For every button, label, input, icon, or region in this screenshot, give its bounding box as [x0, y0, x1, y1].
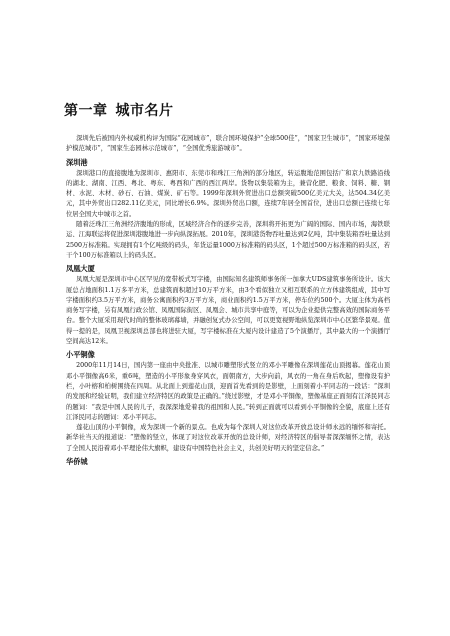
chapter-number: 第一章	[64, 103, 108, 119]
intro-paragraph: 深圳先后被国内外权威机构评为国际“花园城市”，联合国环境保护“全球500佳”，“国家卫生城市”，“国家环境保护模范城市”，“国家生态园林示范城市”，“全国优秀旅游城市”。	[66, 135, 390, 153]
section-heading-port: 深圳港	[66, 157, 88, 167]
chapter-name: 城市名片	[115, 103, 174, 119]
section-paragraph: 深圳港口的直接腹地为深圳市、惠阳市、东莞市和珠江三角洲的部分地区，转运腹地范围包括广和京九铁路沿线的湖北、湖南、江西、粤北、粤东、粤西和广西的西江两岸。货物以集装箱为主，兼营化肥、粮食、饲料、糖、钢材、水泥、木材、砂石、石油、煤炭、矿石等。1999年深圳外贸进出口总额突破500亿美元大关，达504.34亿美元，其中外贸出口282.11亿美元，同比增长6.9%。深圳外贸出口额，连续7年居全国首位，进出口总额已连续七年位居全国大中城市之首。	[66, 169, 390, 218]
section-heading-xiaoping-statue: 小平铜像	[66, 350, 95, 360]
section-paragraph: 随着泛珠江三角洲经济腹地的形成，区域经济合作的逐步完善，深圳将开拓更为广阔的国际、国内市场，海铁联运、江海联运将促进深圳港腹地进一步向纵深拓展。2010年，深圳港货物吞吐量达到2亿吨，其中集装箱吞吐量达到2500万标准箱。实现拥有1个亿吨级的码头，年货运量1000万标准箱的码头区，1个超过500万标准箱的码头区，若干个100万标准箱以上的码头区。	[66, 221, 390, 259]
section-paragraph: 2000年11月14日，国内第一座由中央批准、以城市雕塑形式竖立的邓小平雕像在深圳莲花山顶揭幕。莲花山顶邓小平铜像高6米，重6吨，塑造的小平形象身穿风衣，面朝南方，大步向前，风衣的一角在身后吹起，塑像设有护栏，小叶榕和柏树围绕在四周。从北面上到莲花山顶，迎面首先看到的是影壁，上面刻着小平同志的一段话：“深圳的发展和经验证明，我们建立经济特区的政策是正确的。”绕过影壁，才是邓小平铜像，塑像基座正面刻有江泽民同志的题词：“我是中国人民的儿子，我深深地爱着我的祖国和人民。”转到正面就可以看到小平铜像的全貌，底座上还有江泽民同志的题词：邓小平同志。	[66, 362, 390, 421]
chapter-title	[64, 100, 390, 120]
section-heading-oct: 华侨城	[66, 457, 88, 467]
section-paragraph: 莲花山顶的小平铜像，成为深圳一个新的景点。也成为每个深圳人对这位改革开放总设计师永远的缅怀和寄托。新华社当天的报道说：“塑像的竖立，体现了对这位改革开放的总设计师，对经济特区的倡导者深深缅怀之情，表达了全国人民沿着邓小平理论伟大旗帜，建设有中国特色社会主义，共创美好明天的坚定信念。”	[66, 424, 390, 452]
section-heading-phoenix-tower: 凤凰大厦	[66, 264, 95, 274]
section-paragraph: 凤凰大厦是深圳市中心区罕见的宽带板式写字楼，由国际知名建筑师事务所一加拿大UDS建筑事务所设计。该大厦总占地面积1.1万多平方米，总建筑面积超过10万平方米，由3个看似独立又相互联系的立方体建筑组成，其中写字楼面积约3.5万平方米，商务公寓面积约3万平方米，商业面积约1.5万平方米，停车位约500个。大厦主体为高档商务写字楼，另有凤凰行政公馆、凤凰国际街区、凤凰会、城市共享中庭等，可以为企业提供完整高效的国际商务平台。整个大厦采用现代时尚的整体玻璃幕墙，并融创复式办公空间，可以更宽视野地纵览深圳市中心区繁华景观。值得一提的是，凤凰卫视深圳总部也将进驻大厦，写字楼标准在大厦内设计建造了5个演播厅，其中最大的一个演播厅空间高达12米。	[66, 276, 390, 346]
